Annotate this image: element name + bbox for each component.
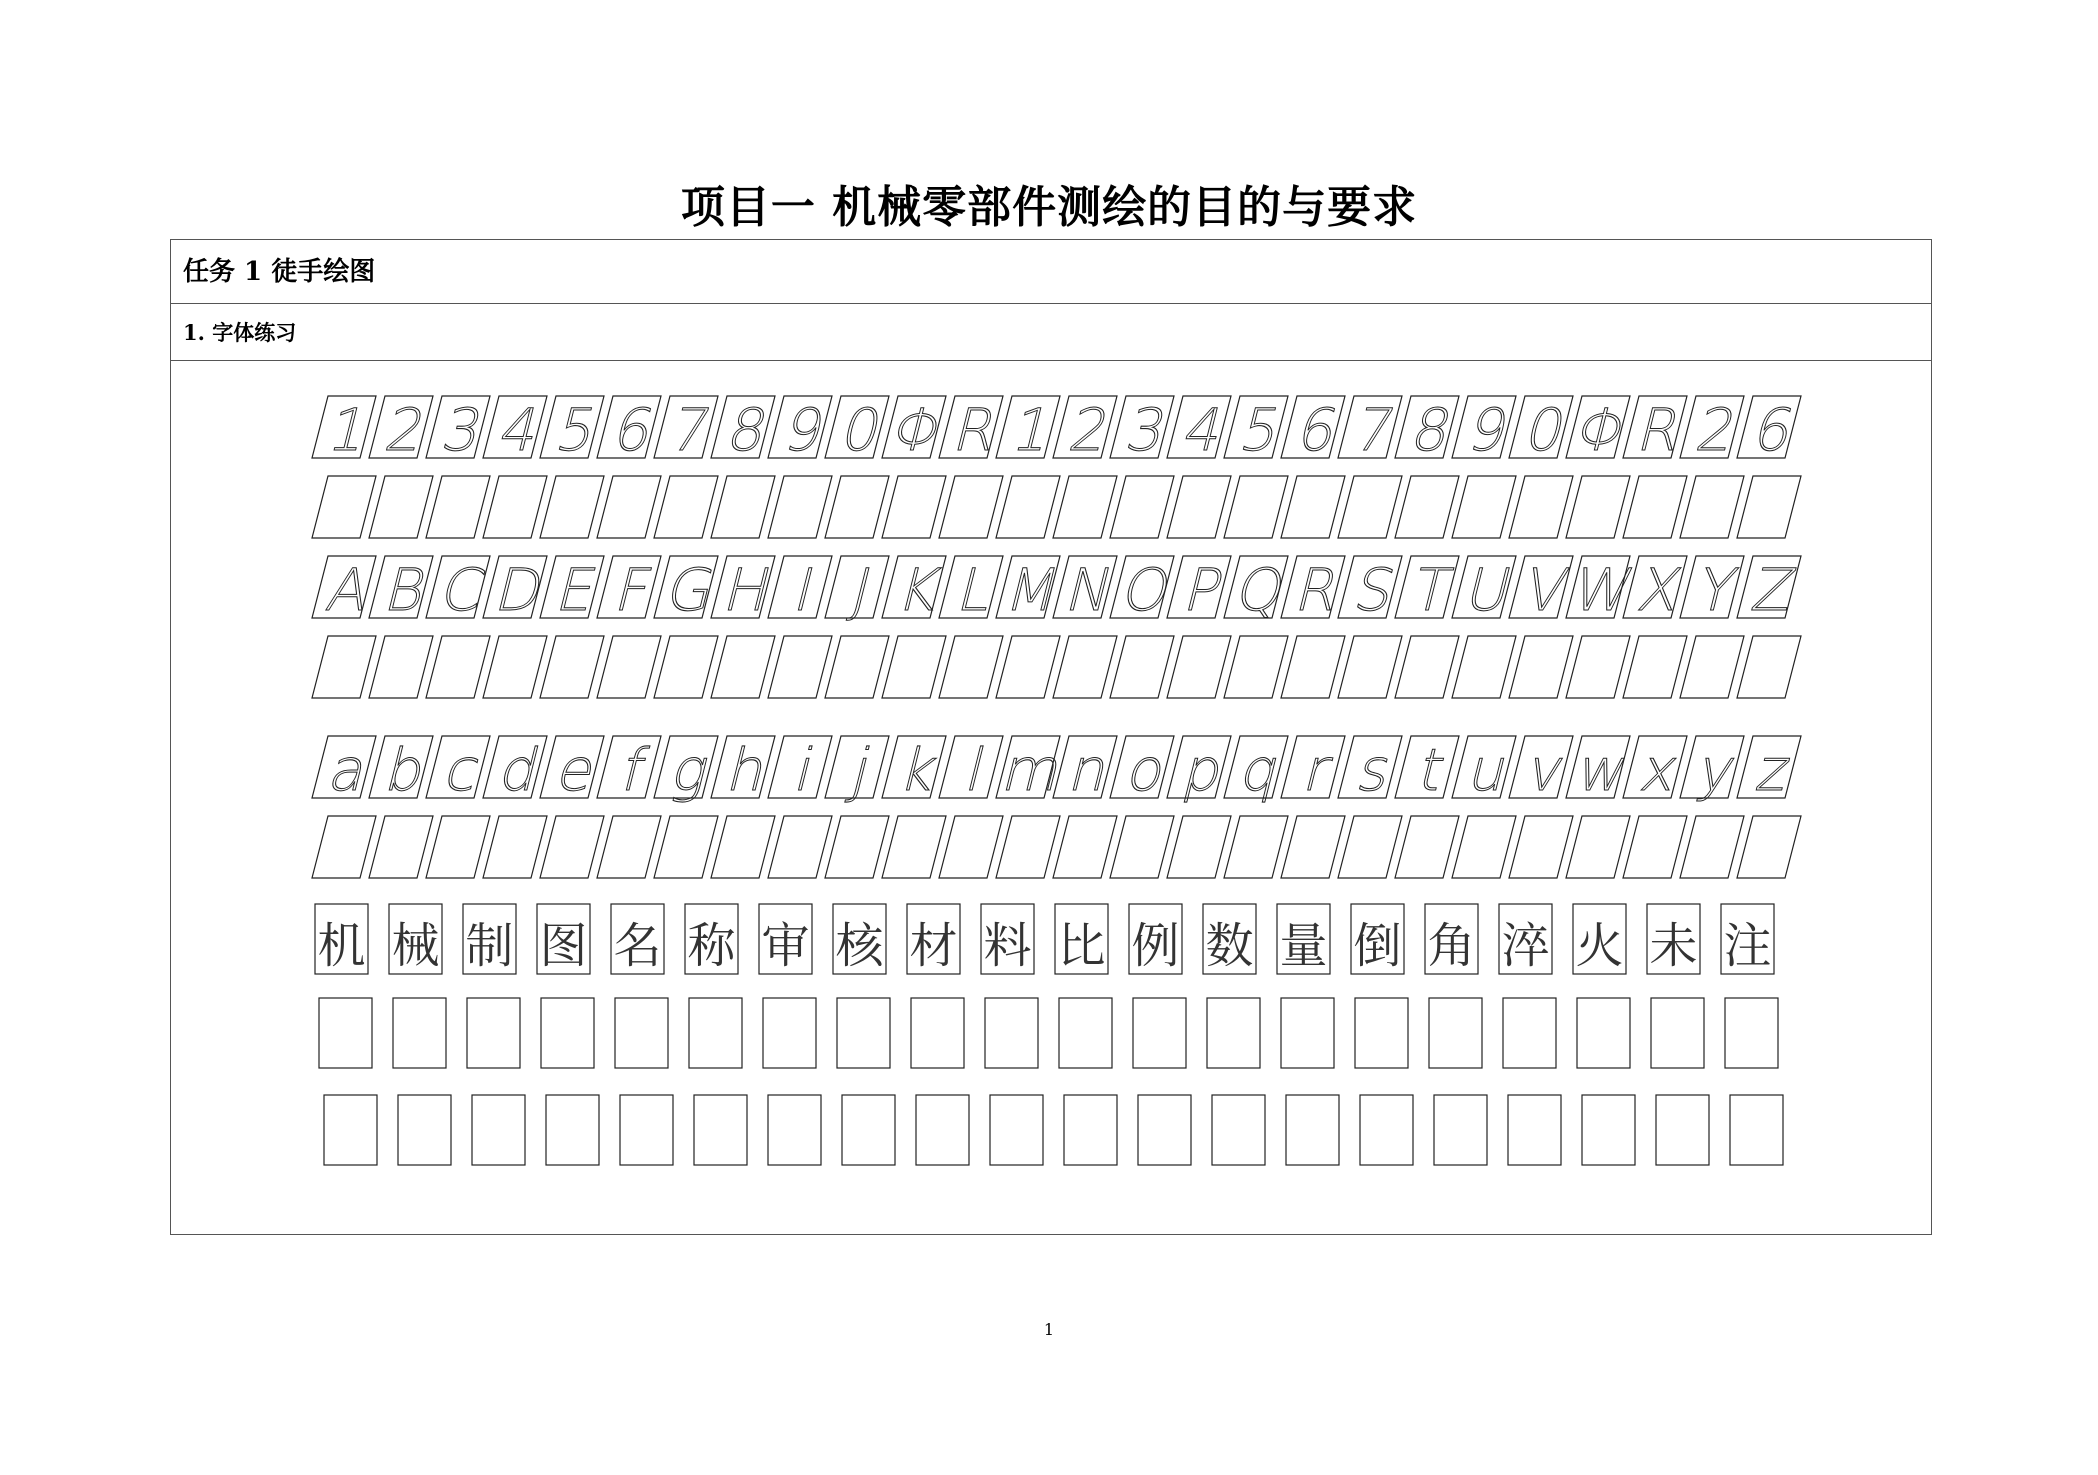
digit-row-glyph: 3	[436, 395, 490, 464]
uppercase-row-glyph: G	[660, 555, 722, 624]
uppercase-row-glyph: D	[489, 555, 551, 624]
lowercase-practice-row-box	[1566, 816, 1630, 878]
uppercase-practice-row-box	[483, 636, 547, 698]
uppercase-practice-row-box	[768, 636, 832, 698]
lowercase-row-glyph: b	[379, 735, 433, 804]
uppercase-row-glyph: C	[434, 555, 492, 624]
digit-practice-row-box	[1281, 476, 1345, 538]
chinese-practice-row-2-box	[1656, 1095, 1709, 1165]
uppercase-row-glyph: B	[378, 555, 434, 624]
uppercase-row-glyph: Y	[1690, 555, 1744, 624]
lowercase-row-glyph: v	[1520, 735, 1572, 804]
digit-row-glyph: 5	[550, 395, 604, 464]
lowercase-practice-row-box	[312, 816, 376, 878]
chinese-practice-row-2-box	[1730, 1095, 1783, 1165]
uppercase-row-glyph: U	[1459, 555, 1519, 624]
chinese-row-glyph: 数	[1205, 918, 1254, 974]
lowercase-row-glyph: d	[493, 735, 547, 804]
digit-practice-row-box	[711, 476, 775, 538]
chinese-practice-row-2-box	[1360, 1095, 1413, 1165]
chinese-practice-row-2-box	[1434, 1095, 1487, 1165]
chinese-row-glyph: 注	[1723, 918, 1772, 974]
section-heading: 1. 字体练习	[171, 304, 1931, 361]
lowercase-practice-row-box	[768, 816, 832, 878]
chinese-practice-row-2-box	[694, 1095, 747, 1165]
lowercase-practice-row-box	[654, 816, 718, 878]
lowercase-row-glyph: a	[322, 735, 376, 804]
chinese-practice-row-2-box	[842, 1095, 895, 1165]
uppercase-practice-row-box	[996, 636, 1060, 698]
digit-practice-row-box	[1680, 476, 1744, 538]
uppercase-practice-row-box	[1566, 636, 1630, 698]
digit-row-glyph: Φ	[1569, 395, 1637, 464]
uppercase-practice-row-box	[1680, 636, 1744, 698]
chinese-practice-row-2-box	[990, 1095, 1043, 1165]
chinese-row-glyph: 名	[613, 918, 662, 974]
uppercase-practice-row-box	[882, 636, 946, 698]
lowercase-row-glyph: x	[1634, 735, 1686, 804]
digit-practice-row-box	[597, 476, 661, 538]
lowercase-row-glyph: c	[438, 735, 488, 804]
chinese-practice-row-2-box	[768, 1095, 821, 1165]
digit-practice-row-box	[939, 476, 1003, 538]
chinese-practice-row-1-box	[1577, 998, 1630, 1068]
uppercase-practice-row-box	[1395, 636, 1459, 698]
chinese-row-glyph: 材	[909, 918, 958, 974]
uppercase-row-glyph: T	[1405, 555, 1459, 624]
digit-row-glyph: 0	[1519, 395, 1573, 464]
uppercase-row-glyph: H	[717, 555, 779, 624]
lowercase-practice-row-box	[483, 816, 547, 878]
digit-row-glyph: 2	[1690, 395, 1744, 464]
digit-row-glyph: 8	[721, 395, 775, 464]
digit-row-glyph: 9	[778, 395, 832, 464]
uppercase-row-glyph: M	[999, 555, 1067, 624]
digit-row-glyph: 0	[835, 395, 889, 464]
uppercase-practice-row-box	[939, 636, 1003, 698]
chinese-row-glyph: 例	[1131, 918, 1180, 974]
digit-practice-row-box	[1167, 476, 1231, 538]
digit-row-glyph: 7	[664, 395, 718, 464]
digit-row-glyph: 2	[379, 395, 433, 464]
chinese-practice-row-1-box	[541, 998, 594, 1068]
chinese-row-glyph: 倒	[1353, 918, 1402, 974]
digit-practice-row-box	[426, 476, 490, 538]
chinese-practice-row-2-box	[1138, 1095, 1191, 1165]
chinese-practice-row-2-box	[546, 1095, 599, 1165]
uppercase-row-glyph: O	[1115, 555, 1179, 624]
uppercase-row-glyph: R	[1289, 555, 1347, 624]
page-number: 1	[1043, 1320, 1055, 1339]
uppercase-row-glyph: A	[320, 555, 378, 624]
lowercase-row-glyph: e	[550, 735, 604, 804]
chinese-practice-row-2-box	[1064, 1095, 1117, 1165]
uppercase-row-glyph: W	[1565, 555, 1641, 624]
digit-row-glyph: 6	[607, 395, 661, 464]
lowercase-practice-row-box	[1110, 816, 1174, 878]
chinese-practice-row-1-box	[763, 998, 816, 1068]
chinese-practice-row-2-box	[398, 1095, 451, 1165]
digit-practice-row-box	[1053, 476, 1117, 538]
uppercase-row-glyph: Z	[1745, 555, 1803, 624]
lowercase-practice-row-box	[1509, 816, 1573, 878]
task-heading: 任务 1 徒手绘图	[171, 240, 1931, 304]
digit-practice-row-box	[1509, 476, 1573, 538]
uppercase-practice-row-box	[597, 636, 661, 698]
lowercase-row-glyph: q	[1234, 735, 1288, 804]
chinese-row-glyph: 料	[983, 918, 1032, 974]
digit-practice-row-box	[369, 476, 433, 538]
lowercase-practice-row-box	[426, 816, 490, 878]
uppercase-practice-row-box	[711, 636, 775, 698]
lowercase-row-glyph: r	[1297, 735, 1339, 804]
chinese-practice-row-1-box	[319, 998, 372, 1068]
chinese-row-glyph: 称	[687, 918, 736, 974]
chinese-row-glyph: 械	[391, 918, 440, 974]
lowercase-practice-row-box	[711, 816, 775, 878]
digit-row-glyph: 7	[1348, 395, 1402, 464]
uppercase-row-glyph: F	[608, 555, 660, 624]
chinese-practice-row-1-box	[1207, 998, 1260, 1068]
lowercase-row-glyph: f	[615, 735, 653, 804]
chinese-row-glyph: 火	[1575, 918, 1624, 974]
lowercase-row-glyph: u	[1462, 735, 1516, 804]
digit-row-glyph: Φ	[885, 395, 953, 464]
lowercase-row-glyph: w	[1570, 735, 1636, 804]
digit-practice-row-box	[1566, 476, 1630, 538]
uppercase-practice-row-box	[426, 636, 490, 698]
uppercase-row-glyph: K	[891, 555, 947, 624]
chinese-practice-row-1-box	[1059, 998, 1112, 1068]
lowercase-practice-row-box	[1167, 816, 1231, 878]
chinese-practice-row-1-box	[985, 998, 1038, 1068]
digit-row-glyph: 6	[1747, 395, 1801, 464]
digit-practice-row-box	[1737, 476, 1801, 538]
lowercase-practice-row-box	[1737, 816, 1801, 878]
uppercase-practice-row-box	[1452, 636, 1516, 698]
digit-practice-row-box	[1224, 476, 1288, 538]
uppercase-practice-row-box	[540, 636, 604, 698]
digit-practice-row-box	[1395, 476, 1459, 538]
chinese-practice-row-1-box	[615, 998, 668, 1068]
uppercase-row-glyph: S	[1348, 555, 1402, 624]
practice-sheet	[170, 239, 1932, 1235]
digit-row-glyph: 2	[1063, 395, 1117, 464]
lowercase-row-glyph: o	[1120, 735, 1174, 804]
uppercase-row-glyph: E	[550, 555, 604, 624]
uppercase-practice-row-box	[1167, 636, 1231, 698]
chinese-row-glyph: 未	[1649, 918, 1698, 974]
uppercase-row-glyph: X	[1631, 555, 1689, 624]
lowercase-row-glyph: m	[996, 735, 1070, 804]
digit-practice-row-box	[483, 476, 547, 538]
chinese-practice-row-2-box	[472, 1095, 525, 1165]
uppercase-practice-row-box	[825, 636, 889, 698]
lowercase-practice-row-box	[1053, 816, 1117, 878]
lowercase-practice-row-box	[882, 816, 946, 878]
chinese-practice-row-2-box	[620, 1095, 673, 1165]
lowercase-row-glyph: j	[845, 735, 879, 804]
lowercase-practice-row-box	[597, 816, 661, 878]
chinese-practice-row-1-box	[689, 998, 742, 1068]
lowercase-row-glyph: h	[721, 735, 775, 804]
lowercase-practice-row-box	[1338, 816, 1402, 878]
lowercase-practice-row-box	[1281, 816, 1345, 878]
digit-row-glyph: R	[1631, 395, 1689, 464]
chinese-practice-row-2-box	[1286, 1095, 1339, 1165]
digit-practice-row-box	[1452, 476, 1516, 538]
chinese-practice-row-1-box	[1281, 998, 1334, 1068]
chinese-row-glyph: 审	[761, 918, 810, 974]
chinese-practice-row-1-box	[393, 998, 446, 1068]
lowercase-row-glyph: y	[1691, 735, 1743, 804]
uppercase-row-glyph: J	[845, 555, 880, 624]
lowercase-row-glyph: t	[1412, 735, 1452, 804]
chinese-practice-row-2-box	[1212, 1095, 1265, 1165]
chinese-practice-row-2-box	[1508, 1095, 1561, 1165]
digit-practice-row-box	[768, 476, 832, 538]
digit-practice-row-box	[1110, 476, 1174, 538]
lowercase-row-glyph: g	[665, 735, 717, 804]
chinese-practice-row-1-box	[1355, 998, 1408, 1068]
uppercase-row-glyph: V	[1517, 555, 1575, 624]
uppercase-row-glyph: N	[1059, 555, 1121, 624]
lowercase-practice-row-box	[996, 816, 1060, 878]
uppercase-row-glyph: I	[788, 555, 823, 624]
lowercase-row-glyph: l	[959, 735, 993, 804]
digit-row-glyph: 1	[322, 395, 376, 464]
chinese-row-glyph: 角	[1427, 918, 1476, 974]
chinese-practice-row-2-box	[916, 1095, 969, 1165]
uppercase-practice-row-box	[1338, 636, 1402, 698]
chinese-practice-row-1-box	[467, 998, 520, 1068]
lowercase-practice-row-box	[1395, 816, 1459, 878]
digit-practice-row-box	[654, 476, 718, 538]
digit-practice-row-box	[1623, 476, 1687, 538]
chinese-practice-row-1-box	[837, 998, 890, 1068]
digit-practice-row-box	[1338, 476, 1402, 538]
digit-row-glyph: 5	[1234, 395, 1288, 464]
digit-row-glyph: 4	[1177, 395, 1231, 464]
uppercase-practice-row-box	[312, 636, 376, 698]
lowercase-practice-row-box	[369, 816, 433, 878]
uppercase-practice-row-box	[1110, 636, 1174, 698]
digit-row-glyph: 6	[1291, 395, 1345, 464]
uppercase-practice-row-box	[1053, 636, 1117, 698]
lowercase-row-glyph: n	[1063, 735, 1117, 804]
chinese-row-glyph: 比	[1057, 918, 1106, 974]
lowercase-row-glyph: p	[1177, 735, 1231, 804]
chinese-practice-row-2-box	[324, 1095, 377, 1165]
chinese-practice-row-1-box	[1651, 998, 1704, 1068]
lowercase-row-glyph: s	[1351, 735, 1399, 804]
lowercase-row-glyph: k	[893, 735, 945, 804]
lowercase-practice-row-box	[540, 816, 604, 878]
uppercase-row-glyph: Q	[1229, 555, 1293, 624]
digit-row-glyph: 4	[493, 395, 547, 464]
uppercase-practice-row-box	[1224, 636, 1288, 698]
chinese-practice-row-1-box	[1503, 998, 1556, 1068]
page-title: 项目一 机械零部件测绘的目的与要求	[680, 182, 1418, 233]
lowercase-practice-row-box	[1680, 816, 1744, 878]
uppercase-practice-row-box	[654, 636, 718, 698]
uppercase-practice-row-box	[1281, 636, 1345, 698]
digit-practice-row-box	[996, 476, 1060, 538]
uppercase-row-glyph: P	[1178, 555, 1230, 624]
lowercase-row-glyph: z	[1750, 735, 1798, 804]
chinese-practice-row-2-box	[1582, 1095, 1635, 1165]
uppercase-practice-row-box	[369, 636, 433, 698]
digit-row-glyph: 1	[1006, 395, 1060, 464]
chinese-row-glyph: 机	[317, 918, 366, 974]
chinese-row-glyph: 核	[835, 918, 884, 974]
chinese-row-glyph: 图	[539, 918, 588, 974]
lowercase-practice-row-box	[1623, 816, 1687, 878]
digit-row-glyph: R	[947, 395, 1005, 464]
digit-row-glyph: 3	[1120, 395, 1174, 464]
lowercase-row-glyph: i	[788, 735, 822, 804]
digit-practice-row-box	[882, 476, 946, 538]
digit-row-glyph: 9	[1462, 395, 1516, 464]
lowercase-practice-row-box	[1452, 816, 1516, 878]
lowercase-practice-row-box	[939, 816, 1003, 878]
chinese-row-glyph: 量	[1279, 918, 1328, 974]
uppercase-practice-row-box	[1623, 636, 1687, 698]
chinese-row-glyph: 淬	[1501, 918, 1550, 974]
lettering-practice-grid	[171, 361, 1930, 1232]
lowercase-practice-row-box	[1224, 816, 1288, 878]
chinese-row-glyph: 制	[465, 918, 514, 974]
chinese-practice-row-1-box	[1133, 998, 1186, 1068]
chinese-practice-row-1-box	[1725, 998, 1778, 1068]
lowercase-practice-row-box	[825, 816, 889, 878]
digit-practice-row-box	[825, 476, 889, 538]
digit-practice-row-box	[540, 476, 604, 538]
uppercase-row-glyph: L	[951, 555, 1001, 624]
chinese-practice-row-1-box	[911, 998, 964, 1068]
uppercase-practice-row-box	[1737, 636, 1801, 698]
digit-row-glyph: 8	[1405, 395, 1459, 464]
chinese-practice-row-1-box	[1429, 998, 1482, 1068]
digit-practice-row-box	[312, 476, 376, 538]
lettering-practice-area	[171, 361, 1931, 1234]
uppercase-practice-row-box	[1509, 636, 1573, 698]
